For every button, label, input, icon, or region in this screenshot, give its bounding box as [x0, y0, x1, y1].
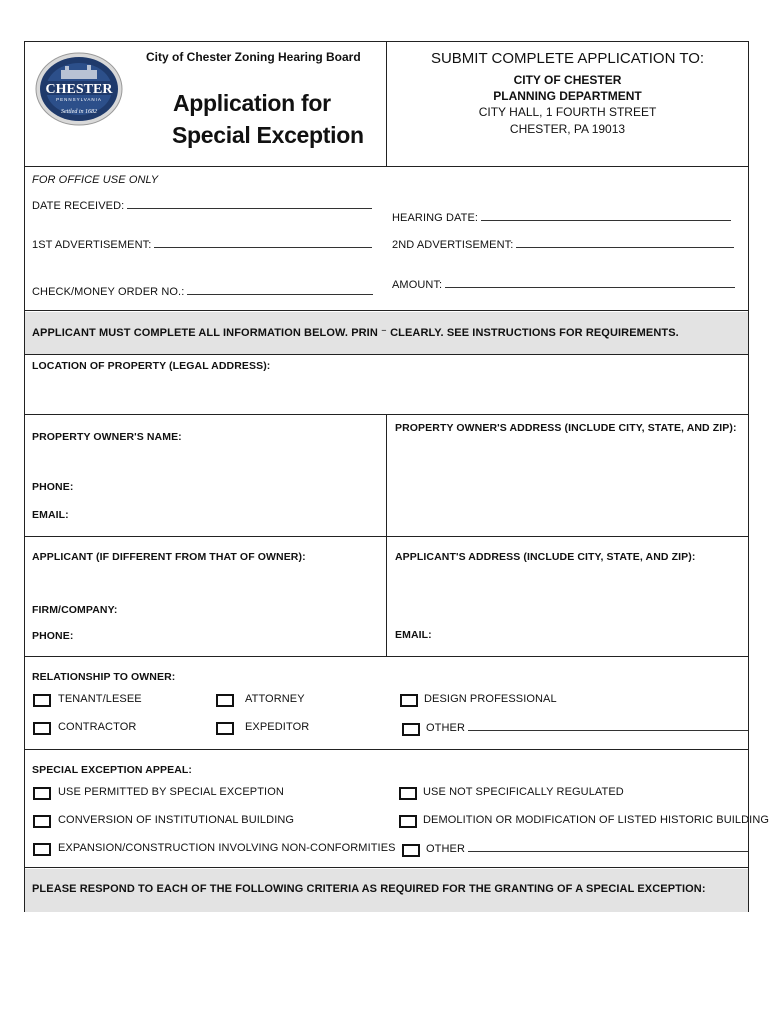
- hearing-date-label: HEARING DATE:: [392, 212, 479, 224]
- attorney-checkbox[interactable]: [216, 694, 234, 707]
- use-permitted-checkbox[interactable]: [33, 787, 51, 800]
- attorney-label: ATTORNEY: [245, 693, 305, 705]
- relationship-other-label: OTHER: [426, 722, 465, 734]
- logo-text-sub: PENNSYLVANIA: [56, 97, 102, 102]
- appeal-other-label: OTHER: [426, 843, 465, 855]
- conversion-label: CONVERSION OF INSTITUTIONAL BUILDING: [58, 814, 295, 826]
- location-label: LOCATION OF PROPERTY (LEGAL ADDRESS):: [32, 360, 271, 372]
- office-use-heading: FOR OFFICE USE ONLY: [32, 174, 159, 186]
- tenant-checkbox[interactable]: [33, 694, 51, 707]
- form-title-line2: Special Exception: [172, 122, 364, 148]
- applicant-email-label: EMAIL:: [395, 629, 432, 641]
- conversion-checkbox[interactable]: [33, 815, 51, 828]
- amount-label: AMOUNT:: [392, 279, 443, 291]
- use-permitted-label: USE PERMITTED BY SPECIAL EXCEPTION: [58, 786, 284, 798]
- owner-email-label: EMAIL:: [32, 509, 69, 521]
- expansion-checkbox[interactable]: [33, 843, 51, 856]
- logo-text-main: CHESTER: [45, 82, 113, 97]
- application-form: [24, 41, 770, 912]
- city-seal-logo: [35, 52, 123, 126]
- demolition-label: DEMOLITION OR MODIFICATION OF LISTED HISTORIC BUILDING: [423, 814, 770, 826]
- demolition-checkbox[interactable]: [399, 815, 417, 828]
- instructions-text: APPLICANT MUST COMPLETE ALL INFORMATION BELOW. PRIN ⁻ CLEARLY. SEE INSTRUCTIONS FOR REQUIREMENTS.: [32, 327, 679, 339]
- relationship-other-field[interactable]: [426, 721, 748, 734]
- owner-phone-label: PHONE:: [32, 481, 74, 493]
- applicant-phone-label: PHONE:: [32, 630, 74, 642]
- address-line1: CITY HALL, 1 FOURTH STREET: [478, 105, 657, 119]
- expeditor-checkbox[interactable]: [216, 722, 234, 735]
- appeal-heading: SPECIAL EXCEPTION APPEAL:: [32, 764, 193, 776]
- contractor-label: CONTRACTOR: [58, 721, 137, 733]
- design-professional-checkbox[interactable]: [400, 694, 418, 707]
- address-line2: CHESTER, PA 19013: [509, 122, 626, 136]
- use-not-regulated-checkbox[interactable]: [399, 787, 417, 800]
- relationship-other-checkbox[interactable]: [402, 723, 420, 736]
- second-ad-label: 2ND ADVERTISEMENT:: [392, 239, 514, 251]
- dept-line2: PLANNING DEPARTMENT: [493, 89, 642, 103]
- applicant-address-label: APPLICANT'S ADDRESS (INCLUDE CITY, STATE, AND ZIP):: [395, 551, 696, 563]
- owner-name-label: PROPERTY OWNER'S NAME:: [32, 431, 182, 443]
- design-professional-label: DESIGN PROFESSIONAL: [424, 693, 557, 705]
- submit-heading: SUBMIT COMPLETE APPLICATION TO:: [430, 50, 705, 67]
- relationship-heading: RELATIONSHIP TO OWNER:: [32, 671, 176, 683]
- criteria-text: PLEASE RESPOND TO EACH OF THE FOLLOWING CRITERIA AS REQUIRED FOR THE GRANTING OF A SPECIAL EXCEPTION:: [32, 883, 706, 895]
- contractor-checkbox[interactable]: [33, 722, 51, 735]
- form-title-line1: Application for: [173, 90, 331, 116]
- amount-field[interactable]: [392, 278, 735, 291]
- appeal-other-checkbox[interactable]: [402, 844, 420, 857]
- appeal-other-field[interactable]: [426, 842, 748, 855]
- first-ad-field[interactable]: [32, 238, 372, 251]
- date-received-field[interactable]: [32, 199, 372, 212]
- expansion-label: EXPANSION/CONSTRUCTION INVOLVING NON-CONFORMITIES: [58, 842, 396, 854]
- firm-label: FIRM/COMPANY:: [32, 604, 118, 616]
- board-title: City of Chester Zoning Hearing Board: [146, 50, 361, 64]
- expeditor-label: EXPEDITOR: [245, 721, 310, 733]
- date-received-label: DATE RECEIVED:: [32, 200, 125, 212]
- check-no-label: CHECK/MONEY ORDER NO.:: [32, 286, 185, 298]
- first-ad-label: 1ST ADVERTISEMENT:: [32, 239, 152, 251]
- logo-text-settled: Settled in 1682: [61, 109, 97, 115]
- second-ad-field[interactable]: [392, 238, 734, 251]
- dept-line1: CITY OF CHESTER: [513, 73, 622, 87]
- hearing-date-field[interactable]: [392, 211, 731, 224]
- tenant-label: TENANT/LESEE: [58, 693, 142, 705]
- owner-address-label: PROPERTY OWNER'S ADDRESS (INCLUDE CITY, STATE, AND ZIP):: [395, 422, 737, 434]
- applicant-name-label: APPLICANT (IF DIFFERENT FROM THAT OF OWNER):: [32, 551, 306, 563]
- use-not-regulated-label: USE NOT SPECIFICALLY REGULATED: [423, 786, 624, 798]
- check-no-field[interactable]: [32, 285, 373, 298]
